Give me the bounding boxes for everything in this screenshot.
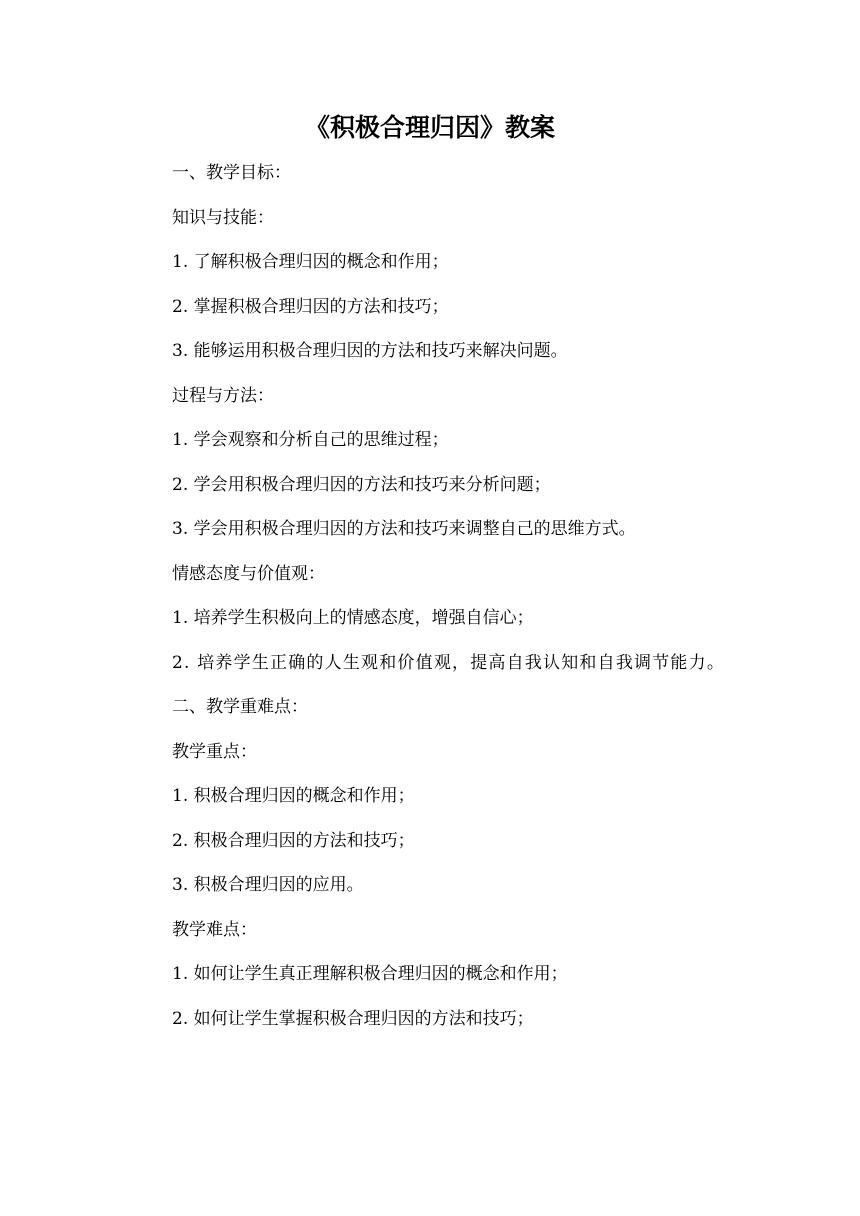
list-item: 3. 学会用积极合理归因的方法和技巧来调整自己的思维方式。 (172, 519, 636, 539)
list-item: 1. 培养学生积极向上的情感态度，增强自信心； (172, 608, 534, 628)
list-item: 2. 掌握积极合理归因的方法和技巧； (172, 296, 449, 317)
list-item: 1. 积极合理归因的概念和作用； (172, 786, 415, 806)
subsection-heading: 过程与方法： (172, 385, 274, 406)
subsection-heading: 教学重点： (172, 741, 257, 762)
list-item: 2. 学会用积极合理归因的方法和技巧来分析问题； (172, 474, 551, 495)
subsection-heading: 情感态度与价值观： (172, 563, 325, 584)
list-item: 1. 学会观察和分析自己的思维过程； (172, 430, 449, 450)
list-item: 2. 积极合理归因的方法和技巧； (172, 830, 415, 851)
section-heading: 二、教学重难点： (172, 697, 308, 717)
subsection-heading: 知识与技能： (172, 207, 274, 228)
list-item: 2. 如何让学生掌握积极合理归因的方法和技巧； (172, 1008, 534, 1029)
list-item: 1. 了解积极合理归因的概念和作用； (172, 252, 449, 272)
subsection-heading: 教学难点： (172, 919, 257, 940)
section-heading: 一、教学目标： (172, 163, 291, 183)
list-item: 2. 培养学生正确的人生观和价值观，提高自我认知和自我调节能力。 (172, 652, 726, 673)
document-body (130, 151, 730, 1041)
list-item: 3. 能够运用积极合理归因的方法和技巧来解决问题。 (172, 341, 568, 361)
document-title: 《积极合理归因》教案 (304, 113, 555, 142)
list-item: 1. 如何让学生真正理解积极合理归因的概念和作用； (172, 964, 568, 984)
list-item: 3. 积极合理归因的应用。 (172, 875, 364, 895)
